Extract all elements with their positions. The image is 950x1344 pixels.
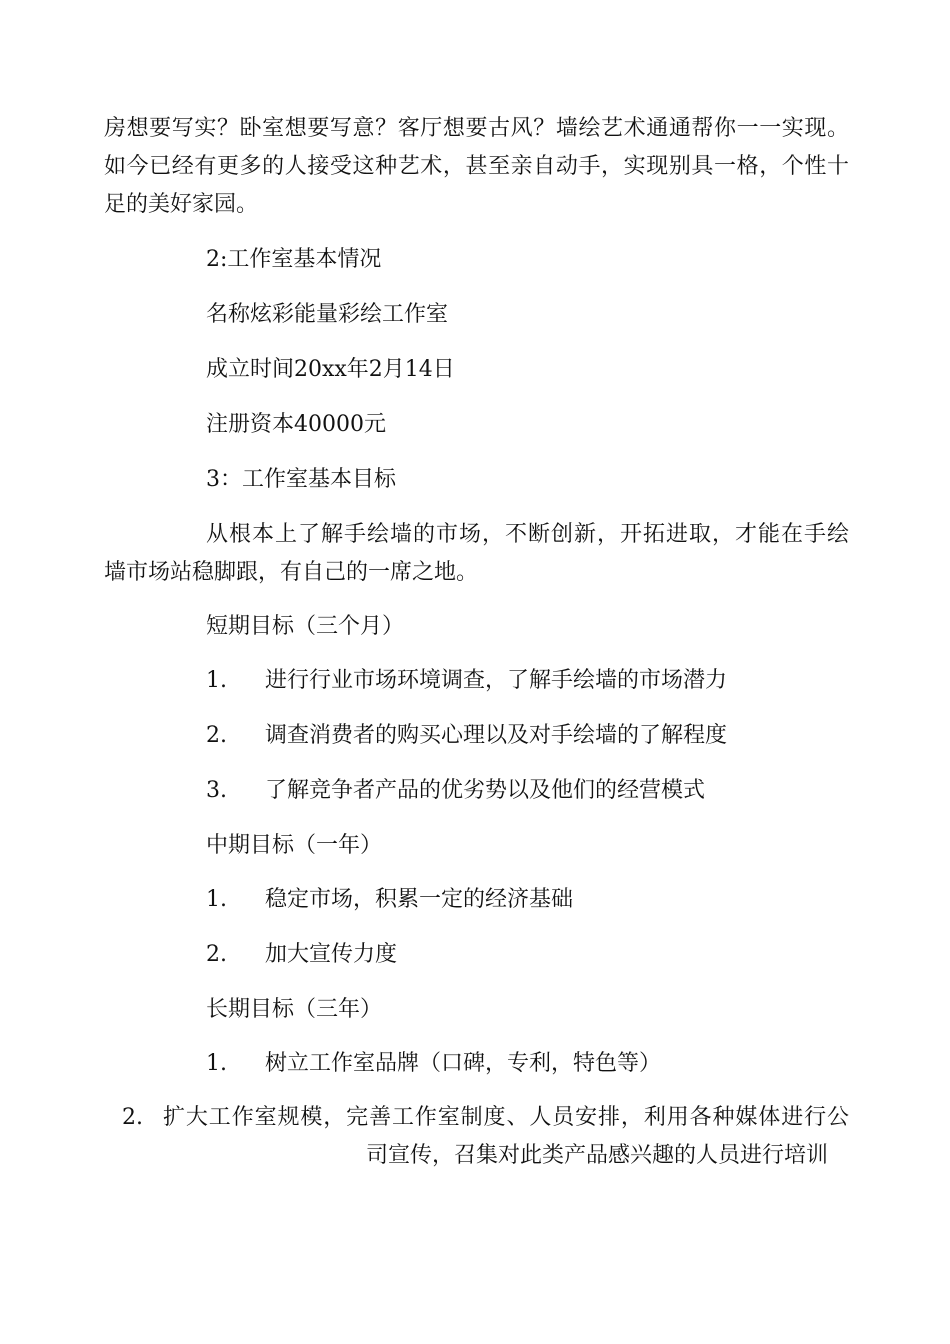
established-date: 成立时间20xx年2月14日 xyxy=(206,357,455,382)
long-term-heading: 长期目标（三年） xyxy=(206,997,383,1022)
list-text: 树立工作室品牌（口碑，专利，特色等） xyxy=(265,1051,662,1076)
registered-capital: 注册资本40000元 xyxy=(206,412,386,437)
list-text: 加大宣传力度 xyxy=(265,942,398,967)
section-3-heading: 3：工作室基本目标 xyxy=(206,467,396,492)
list-text: 调查消费者的购买心理以及对手绘墙的了解程度 xyxy=(265,723,728,748)
goal-paragraph-line-2: 墙市场站稳脚跟，有自己的一席之地。 xyxy=(104,560,479,585)
list-text: 司宣传，召集对此类产品感兴趣的人员进行培训 xyxy=(366,1143,829,1168)
section-2-heading: 2:工作室基本情况 xyxy=(206,247,382,272)
list-number: 1. xyxy=(206,668,227,693)
intro-line-2: 如今已经有更多的人接受这种艺术，甚至亲自动手，实现别具一格，个性十 xyxy=(104,154,849,179)
list-text: 了解竞争者产品的优劣势以及他们的经营模式 xyxy=(265,778,706,803)
list-text: 稳定市场，积累一定的经济基础 xyxy=(265,887,574,912)
mid-term-heading: 中期目标（一年） xyxy=(206,833,383,858)
list-number: 1. xyxy=(206,1051,227,1076)
studio-name: 名称炫彩能量彩绘工作室 xyxy=(206,302,449,327)
list-text: 进行行业市场环境调查，了解手绘墙的市场潜力 xyxy=(265,668,728,693)
list-number: 2. xyxy=(206,723,227,748)
goal-paragraph-line-1: 从根本上了解手绘墙的市场，不断创新，开拓进取，才能在手绘 xyxy=(206,522,849,547)
list-number: 2. xyxy=(122,1105,143,1130)
short-term-heading: 短期目标（三个月） xyxy=(206,614,405,639)
intro-line-1: 房想要写实？卧室想要写意？客厅想要古风？墙绘艺术通通帮你一一实现。 xyxy=(104,116,849,141)
intro-line-3: 足的美好家园。 xyxy=(104,192,259,217)
list-number: 3. xyxy=(206,778,227,803)
list-number: 1. xyxy=(206,887,227,912)
list-number: 2. xyxy=(206,942,227,967)
list-text: 扩大工作室规模，完善工作室制度、人员安排，利用各种媒体进行公 xyxy=(163,1105,849,1130)
